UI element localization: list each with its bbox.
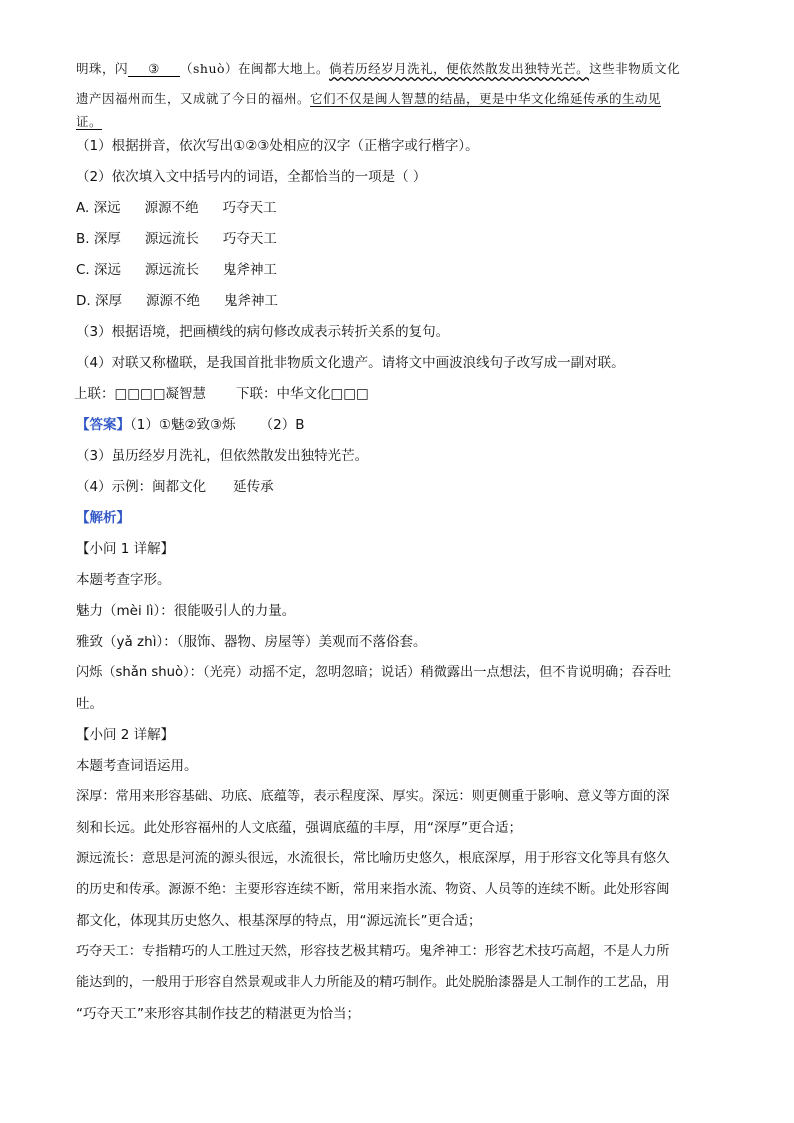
sub2-title: 【小问 2 详解】 (76, 727, 175, 743)
sub1-intro: 本题考查字形。 (76, 572, 171, 588)
passage-text: （shuò）在闽都大地上。 (180, 61, 330, 76)
answer-3: （3）虽历经岁月洗礼，但依然散发出独特光芒。 (76, 448, 369, 464)
passage-line-2 (76, 88, 726, 110)
passage-text: 遗产因福州而生，又成就了今日的福州。 (76, 91, 311, 106)
document-page (76, 58, 726, 1035)
sub2-p1-a: 深厚：常用来形容基础、功底、底蕴等，表示程度深、厚实。深远：则更侧重于影响、意义等方面的深 (76, 789, 670, 804)
sub2-p2-a: 源远流长：意思是河流的源头很远，水流很长，常比喻历史悠久，根底深厚，用于形容文化等具有悠久 (76, 851, 670, 866)
sub2-p2-c: 都文化，体现其历史悠久、根基深厚的特点，用“源远流长”更合适； (76, 913, 482, 929)
passage-text: 明珠，闪 (76, 61, 129, 76)
sub2-p3-b: 能达到的，一般用于形容自然景观或非人力所能及的精巧制作。此处脱胎漆器是人工制作的工艺品，用 (76, 975, 670, 990)
sub2-intro: 本题考查词语运用。 (76, 758, 198, 774)
answer-2: （2）B (259, 417, 305, 433)
question-4: （4）对联又称楹联，是我国首批非物质文化遗产。请将文中画波浪线句子改写成一副对联。 (76, 355, 625, 371)
passage-text: 这些非物质文化 (589, 61, 681, 76)
option-a: A. 深远 源源不绝 巧夺天工 (76, 200, 277, 216)
option-c: C. 深远 源远流长 鬼斧神工 (76, 262, 278, 278)
sub1-line-3b: 吐。 (76, 696, 103, 712)
answer-label: 【答案】 (76, 417, 130, 433)
sub2-p1-b: 刻和长远。此处形容福州的人文底蕴，强调底蕴的丰厚，用“深厚”更合适； (76, 820, 522, 836)
couplet-upper: 上联：□□□□凝智慧 (74, 386, 207, 402)
passage-line-1 (76, 58, 726, 80)
question-1: （1）根据拼音，依次写出①②③处相应的汉字（正楷字或行楷字）。 (76, 138, 479, 154)
answer-line (76, 415, 726, 435)
couplet-line (74, 384, 726, 404)
couplet-lower: 下联：中华文化□□□ (236, 386, 369, 402)
answer-4: （4）示例：闽都文化 延传承 (76, 479, 274, 495)
sub2-p3-a: 巧夺天工：专指精巧的人工胜过天然，形容技艺极其精巧。鬼斧神工：形容艺术技巧高超，不是人力所 (76, 944, 670, 959)
option-b: B. 深厚 源远流长 巧夺天工 (76, 231, 277, 247)
sub2-p3-c: “巧夺天工”来形容其制作技艺的精湛更为恰当； (76, 1006, 360, 1022)
underlined-sentence: 它们不仅是闽人智慧的结晶，更是中华文化绵延传承的生动见 (310, 91, 662, 106)
answer-1: （1）①魅②致③烁 (130, 417, 236, 433)
blank-3: ③ (128, 62, 180, 77)
question-2: （2）依次填入文中括号内的词语，全都恰当的一项是（ ） (76, 169, 427, 185)
sub2-p2-b: 的历史和传承。源源不绝：主要形容连续不断，常用来指水流、物资、人员等的连续不断。此处形容闽 (76, 882, 670, 897)
question-3: （3）根据语境，把画横线的病句修改成表示转折关系的复句。 (76, 324, 450, 340)
sub1-line-3a: 闪烁（shǎn shuò）：（光亮）动摇不定，忽明忽暗；说话）稍微露出一点想法，但不肯说明确；吞吞吐 (76, 665, 671, 680)
passage-line-3 (76, 112, 726, 132)
sub1-line-1: 魅力（mèi lì）：很能吸引人的力量。 (76, 603, 296, 619)
sub1-title: 【小问 1 详解】 (76, 541, 175, 557)
option-d: D. 深厚 源源不绝 鬼斧神工 (76, 293, 278, 309)
analysis-label: 【解析】 (76, 510, 130, 526)
sub1-line-2: 雅致（yǎ zhì）：（服饰、器物、房屋等）美观而不落俗套。 (76, 634, 427, 650)
wavy-underlined-sentence: 倘若历经岁月洗礼，便依然散发出独特光芒。 (329, 61, 590, 76)
underlined-sentence-end: 证。 (76, 114, 103, 129)
